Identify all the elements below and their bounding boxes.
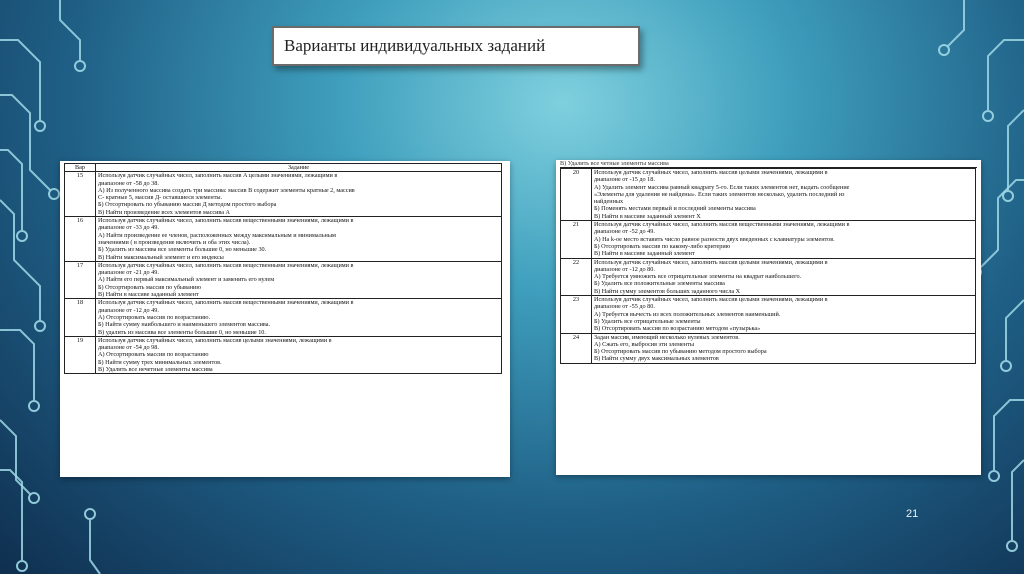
tasks-table-right (560, 168, 976, 364)
task-line: Б) Найти сумму наибольшего и наименьшего элементов массива. (98, 321, 271, 329)
task-line: В) Найти в массиве заданный элемент X (594, 212, 701, 220)
task-line: А) Требуется вычесть из всех положительных элементов наименьший. (594, 310, 781, 318)
task-sheet-right (556, 160, 981, 475)
table-row (65, 172, 502, 217)
task-description (96, 299, 502, 336)
task-description (96, 172, 502, 217)
table-row (65, 336, 502, 373)
task-line: Б) Отсортировать массив по какому-либо критерию (594, 242, 731, 250)
column-header-task: Задание (96, 164, 502, 172)
table-row (65, 299, 502, 336)
task-line: А) Отсортировать массив по возрастанию (98, 351, 209, 359)
variant-number: 22 (561, 258, 592, 295)
task-line: диапазоне от -15 до 18. (594, 176, 655, 184)
task-line: В) Найти произведение всех элементов массива A (98, 208, 231, 216)
task-line: Б) Отсортировать массив по убыванию (98, 283, 201, 291)
task-line: C- кратные 5, массив Д- оставшиеся элементы. (98, 194, 223, 202)
task-line: Используя датчик случайных чисел, заполнить массив вещественными значениями, лежащими в (594, 221, 850, 229)
table-row (65, 217, 502, 262)
task-line: Используя датчик случайных чисел, заполнить массив вещественными значениями, лежащими в (98, 217, 354, 225)
table-header-row (65, 164, 502, 172)
page-number: 21 (906, 508, 919, 520)
task-description (592, 221, 976, 258)
task-line: Б) Удалить все отрицательные элементы (594, 317, 701, 325)
slide-title: Варианты индивидуальных заданий (272, 26, 640, 66)
variant-number: 18 (65, 299, 96, 336)
variant-number: 23 (561, 296, 592, 333)
task-line: А) Удалить элемент массива равный квадрату 5-го. Если таких элементов нет, выдать сообщение (594, 183, 850, 191)
task-line: диапазоне от -52 до 49. (594, 228, 655, 236)
task-line: диапазоне от -55 до 80. (594, 303, 655, 311)
tasks-table-left (64, 163, 502, 374)
task-line: Используя датчик случайных чисел, заполнить массив целыми значениями, лежащими в (594, 296, 828, 304)
column-header-variant: Вар (65, 164, 96, 172)
table-row (561, 169, 976, 221)
task-line: А) Отсортировать массив по возрастанию. (98, 313, 211, 321)
table-row (561, 258, 976, 295)
task-line: В) удалить из массива все элементы большие 0, но меньшие 10. (98, 328, 266, 336)
variant-number: 15 (65, 172, 96, 217)
task-description (96, 217, 502, 262)
variant-number: 24 (561, 333, 592, 363)
task-line: В) Найти в массиве заданный элемент (594, 250, 695, 258)
task-line: Задан массив, имеющий несколько нулевых элементов. (594, 333, 740, 341)
task-line: Б) Отсортировать по убыванию массив Д методом простого выбора (98, 201, 277, 209)
task-line: диапазоне от -54 до 98. (98, 344, 159, 352)
task-line: А) На k-ое место вставить число равное разности двух введенных с клавиатуры элементов. (594, 235, 835, 243)
task-description (592, 296, 976, 333)
variant-number: 21 (561, 221, 592, 258)
task-line: А) Найти произведение ее членов, расположенных между максимальным и минимальным (98, 231, 336, 239)
table-row (561, 333, 976, 363)
task-line: диапазоне от -58 до 38. (98, 179, 159, 187)
task-line: А) Найти его первый максимальный элемент и заменить его нулем (98, 276, 275, 284)
task-line: Используя датчик случайных чисел, заполнить массив целыми значениями, лежащими в (594, 169, 828, 176)
table-row (561, 296, 976, 333)
task-line: значениями ( в произведение включить и оба этих числа). (98, 238, 251, 246)
task-line: А) Требуется умножить все отрицательные элементы на квадрат наибольшего. (594, 273, 802, 281)
table-row (561, 221, 976, 258)
task-line: Б) Поменять местами первый и последний элементы массива (594, 205, 756, 213)
task-line: найденных (594, 198, 624, 206)
task-description (592, 333, 976, 363)
task-description (96, 336, 502, 373)
task-sheet-left (60, 161, 510, 477)
variant-number: 19 (65, 336, 96, 373)
task-line: Б) Найти сумму трех минимальных элементов. (98, 358, 222, 366)
task-line: А) Сжать его, выбросив эти элементы (594, 340, 694, 348)
task-description (592, 169, 976, 221)
table-row (65, 261, 502, 298)
variant-number: 20 (561, 169, 592, 221)
task-line: Используя датчик случайных чисел, заполнить массив целыми значениями, лежащими в (98, 336, 332, 344)
task-line: В) Найти сумму двух максимальных элементов (594, 355, 719, 363)
task-line: диапазоне от -21 до 49. (98, 269, 159, 277)
task-description (96, 261, 502, 298)
task-line: Б) Отсортировать массив по убыванию методом простого выбора (594, 348, 767, 356)
variant-number: 16 (65, 217, 96, 262)
variant-number: 17 (65, 261, 96, 298)
task-line: диапазоне от -12 до 80. (594, 265, 655, 273)
task-line: Используя датчик случайных чисел, заполнить массив целыми значениями, лежащими в (594, 258, 828, 266)
task-line: Используя датчик случайных чисел, заполнить массив A целыми значениями, лежащими в (98, 172, 338, 180)
task-line: «Элементы для удаления не найдены». Если таких элементов несколько, удалить последний из (594, 190, 845, 198)
task-line: В) Найти в массиве заданный элемент (98, 291, 199, 299)
task-line: В) Отсортировать массив по возрастанию методом «пузырька» (594, 325, 761, 333)
task-line: Б) Удалить из массива все элементы большие 0, но меньшие 30. (98, 246, 267, 254)
task-line: Б) Удалить все положительные элементы массива (594, 280, 725, 288)
task-line: диапазоне от -12 до 49. (98, 306, 159, 314)
task-line: Используя датчик случайных чисел, заполнить массив вещественными значениями, лежащими в (98, 261, 354, 269)
task-line: Используя датчик случайных чисел, заполнить массив вещественными значениями, лежащими в (98, 299, 354, 307)
task-line: В) Удалить все нечетные элементы массива (98, 366, 213, 374)
task-description (592, 258, 976, 295)
task-line: В) Найти сумму элементов больших заданного числа X (594, 287, 741, 295)
task-line: диапазоне от -33 до 49. (98, 224, 159, 232)
task-line: А) Из полученного массива создать три массива: массив B содержит элементы кратные 2, массив (98, 186, 355, 194)
task-line: В) Найти максимальный элемент и его индексы (98, 253, 224, 261)
cut-off-line: В) Удалить все четные элементы массива (560, 160, 977, 168)
